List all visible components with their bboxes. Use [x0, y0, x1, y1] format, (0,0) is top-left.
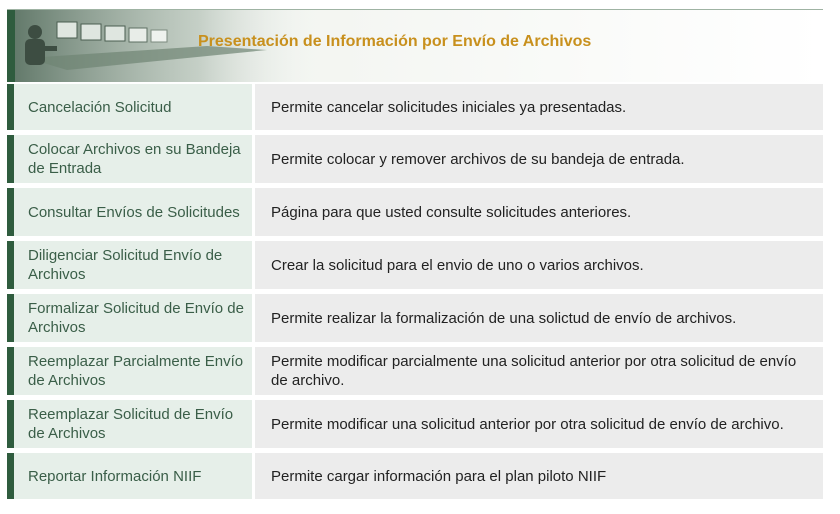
option-description: Permite cancelar solicitudes iniciales ya presentadas.	[255, 84, 823, 130]
page-title: Presentación de Información por Envío de Archivos	[198, 33, 592, 50]
header-banner	[7, 9, 823, 82]
option-link-reemplazar-parcialmente[interactable]: Reemplazar Parcialmente Envío de Archivos	[7, 347, 252, 395]
option-description: Página para que usted consulte solicitudes anteriores.	[255, 188, 823, 236]
table-row	[7, 453, 823, 499]
table-row	[7, 84, 823, 130]
option-description: Permite modificar una solicitud anterior por otra solicitud de envío de archivo.	[255, 400, 823, 448]
option-description: Permite cargar información para el plan piloto NIIF	[255, 453, 823, 499]
table-row	[7, 400, 823, 448]
option-link-reportar-niif[interactable]: Reportar Información NIIF	[7, 453, 252, 499]
option-link-reemplazar-solicitud[interactable]: Reemplazar Solicitud de Envío de Archivos	[7, 400, 252, 448]
option-link-diligenciar-solicitud[interactable]: Diligenciar Solicitud Envío de Archivos	[7, 241, 252, 289]
options-table	[7, 84, 823, 499]
table-row	[7, 241, 823, 289]
option-description: Permite modificar parcialmente una solicitud anterior por otra solicitud de envío de archivo.	[255, 347, 823, 395]
option-link-cancelacion-solicitud[interactable]: Cancelación Solicitud	[7, 84, 252, 130]
option-link-consultar-envios[interactable]: Consultar Envíos de Solicitudes	[7, 188, 252, 236]
table-row	[7, 347, 823, 395]
table-row	[7, 188, 823, 236]
table-row	[7, 294, 823, 342]
content-panel	[7, 9, 823, 499]
option-link-colocar-archivos[interactable]: Colocar Archivos en su Bandeja de Entrada	[7, 135, 252, 183]
option-description: Crear la solicitud para el envio de uno o varios archivos.	[255, 241, 823, 289]
option-description: Permite realizar la formalización de una solictud de envío de archivos.	[255, 294, 823, 342]
option-description: Permite colocar y remover archivos de su bandeja de entrada.	[255, 135, 823, 183]
option-link-formalizar-solicitud[interactable]: Formalizar Solicitud de Envío de Archivos	[7, 294, 252, 342]
table-row	[7, 135, 823, 183]
